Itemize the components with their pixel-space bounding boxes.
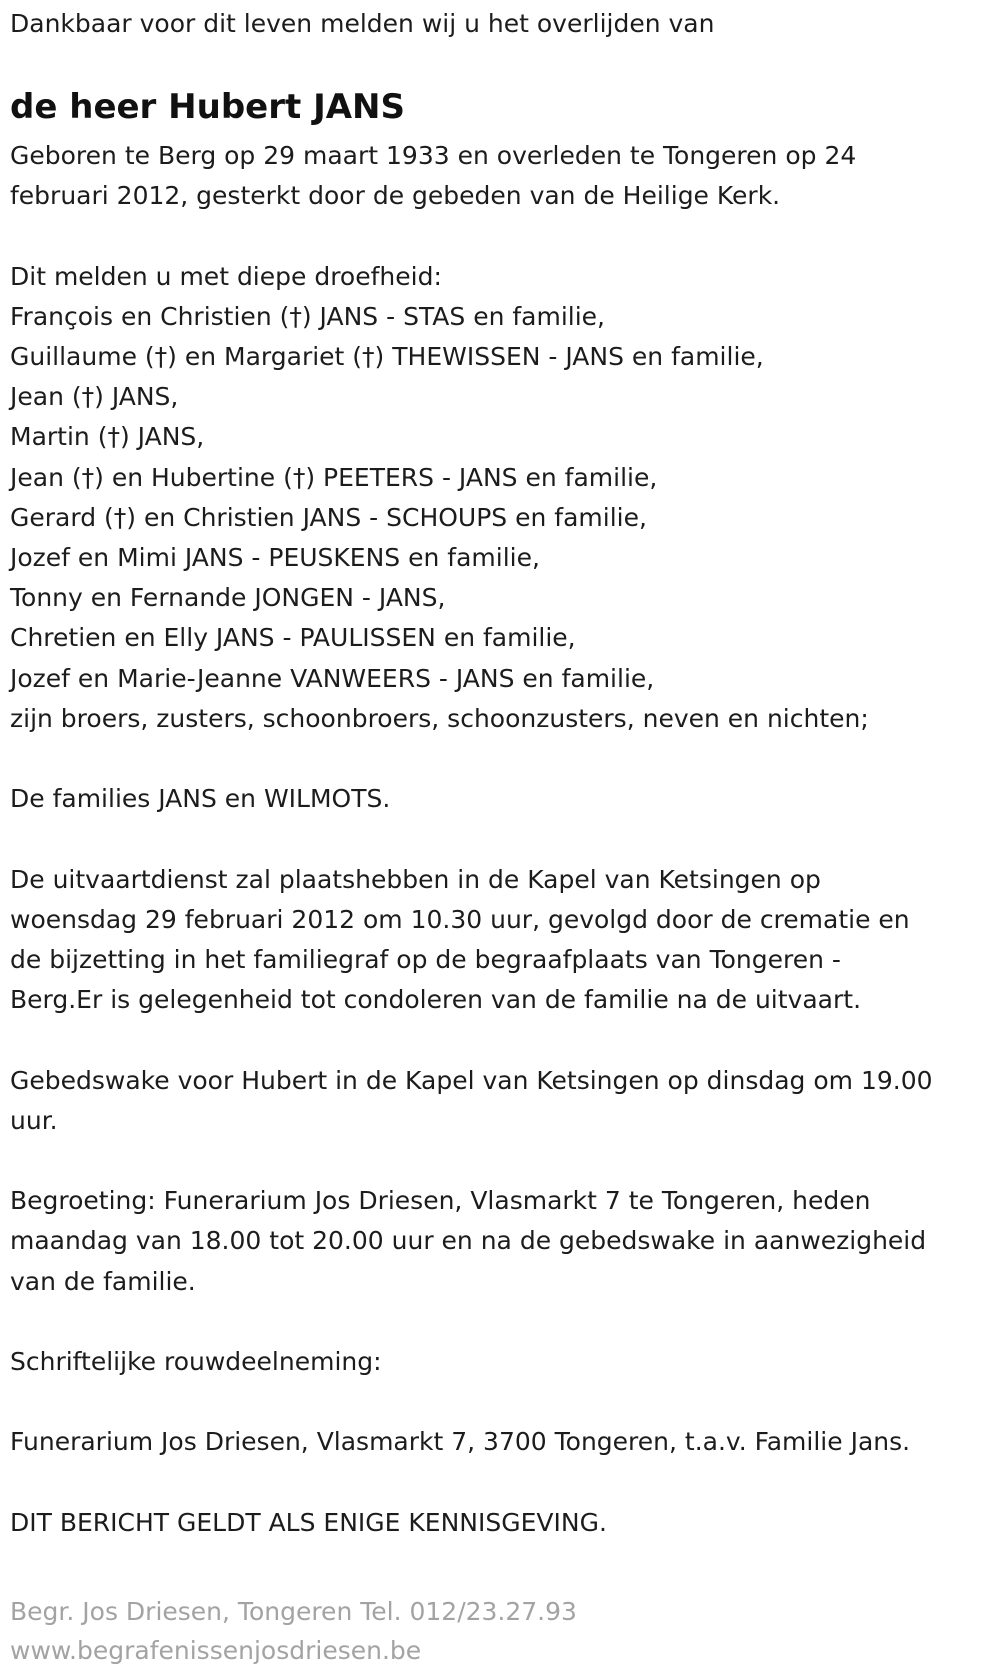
funeral-service-line: de bijzetting in het familiegraf op de begraafplaats van Tongeren - bbox=[10, 945, 841, 975]
undertaker-footer bbox=[10, 1592, 577, 1670]
funeral-service-line: woensdag 29 februari 2012 om 10.30 uur, gevolgd door de crematie en bbox=[10, 904, 910, 934]
mourner-line: Jozef en Marie-Jeanne VANWEERS - JANS en familie, bbox=[10, 663, 655, 693]
mourners-intro: Dit melden u met diepe droefheid: bbox=[10, 261, 442, 291]
intro-text: Dankbaar voor dit leven melden wij u het overlijden van bbox=[10, 9, 715, 38]
deceased-name-heading: de heer Hubert JANS bbox=[10, 87, 405, 127]
paragraph-gap bbox=[10, 216, 933, 256]
paragraph-gap bbox=[10, 819, 933, 859]
visitation-line: van de familie. bbox=[10, 1266, 196, 1296]
condolence-address: Funerarium Jos Driesen, Vlasmarkt 7, 3700 Tongeren, t.a.v. Familie Jans. bbox=[10, 1427, 911, 1457]
birth-death-line: Geboren te Berg op 29 maart 1933 en overleden te Tongeren op 24 bbox=[10, 141, 857, 170]
mourner-line: Guillaume (†) en Margariet (†) THEWISSEN - JANS en familie, bbox=[10, 342, 764, 371]
mourner-line: François en Christien (†) JANS - STAS en familie, bbox=[10, 301, 606, 331]
mourner-line: zijn broers, zusters, schoonbroers, schoonzusters, neven en nichten; bbox=[10, 703, 869, 733]
mourner-line: Chretien en Elly JANS - PAULISSEN en familie, bbox=[10, 623, 576, 653]
vigil-line: uur. bbox=[10, 1105, 58, 1135]
mourner-line: Tonny en Fernande JONGEN - JANS, bbox=[10, 583, 446, 613]
visitation-line: maandag van 18.00 tot 20.00 uur en na de gebedswake in aanwezigheid bbox=[10, 1226, 927, 1256]
paragraph-gap bbox=[10, 1463, 933, 1503]
mourner-line: Gerard (†) en Christien JANS - SCHOUPS en familie, bbox=[10, 502, 647, 532]
birth-death-line: februari 2012, gesterkt door de gebeden van de Heilige Kerk. bbox=[10, 181, 781, 211]
funeral-service-line: Berg.Er is gelegenheid tot condoleren van de familie na de uitvaart. bbox=[10, 985, 862, 1015]
mourner-line: Jean (†) JANS, bbox=[10, 382, 179, 412]
undertaker-contact: Begr. Jos Driesen, Tongeren Tel. 012/23.27.93 bbox=[10, 1597, 577, 1626]
visitation-line: Begroeting: Funerarium Jos Driesen, Vlasmarkt 7 te Tongeren, heden bbox=[10, 1186, 871, 1216]
vigil-line: Gebedswake voor Hubert in de Kapel van Ketsingen op dinsdag om 19.00 bbox=[10, 1065, 933, 1095]
paragraph-gap bbox=[10, 1141, 933, 1181]
paragraph-gap bbox=[10, 1382, 933, 1422]
written-condolences-label: Schriftelijke rouwdeelneming: bbox=[10, 1347, 382, 1376]
mourner-line: Martin (†) JANS, bbox=[10, 422, 205, 452]
paragraph-gap bbox=[10, 1020, 933, 1060]
funeral-service-line: De uitvaartdienst zal plaatshebben in de Kapel van Ketsingen op bbox=[10, 864, 821, 894]
notice-body bbox=[10, 136, 933, 1543]
paragraph-gap bbox=[10, 739, 933, 779]
official-notice-line: DIT BERICHT GELDT ALS ENIGE KENNISGEVING. bbox=[10, 1507, 607, 1537]
undertaker-website-link[interactable]: www.begrafenissenjosdriesen.be bbox=[10, 1636, 422, 1665]
paragraph-gap bbox=[10, 1302, 933, 1342]
families-line: De families JANS en WILMOTS. bbox=[10, 784, 391, 814]
mourner-line: Jozef en Mimi JANS - PEUSKENS en familie, bbox=[10, 543, 540, 573]
mourner-line: Jean (†) en Hubertine (†) PEETERS - JANS en familie, bbox=[10, 462, 658, 492]
